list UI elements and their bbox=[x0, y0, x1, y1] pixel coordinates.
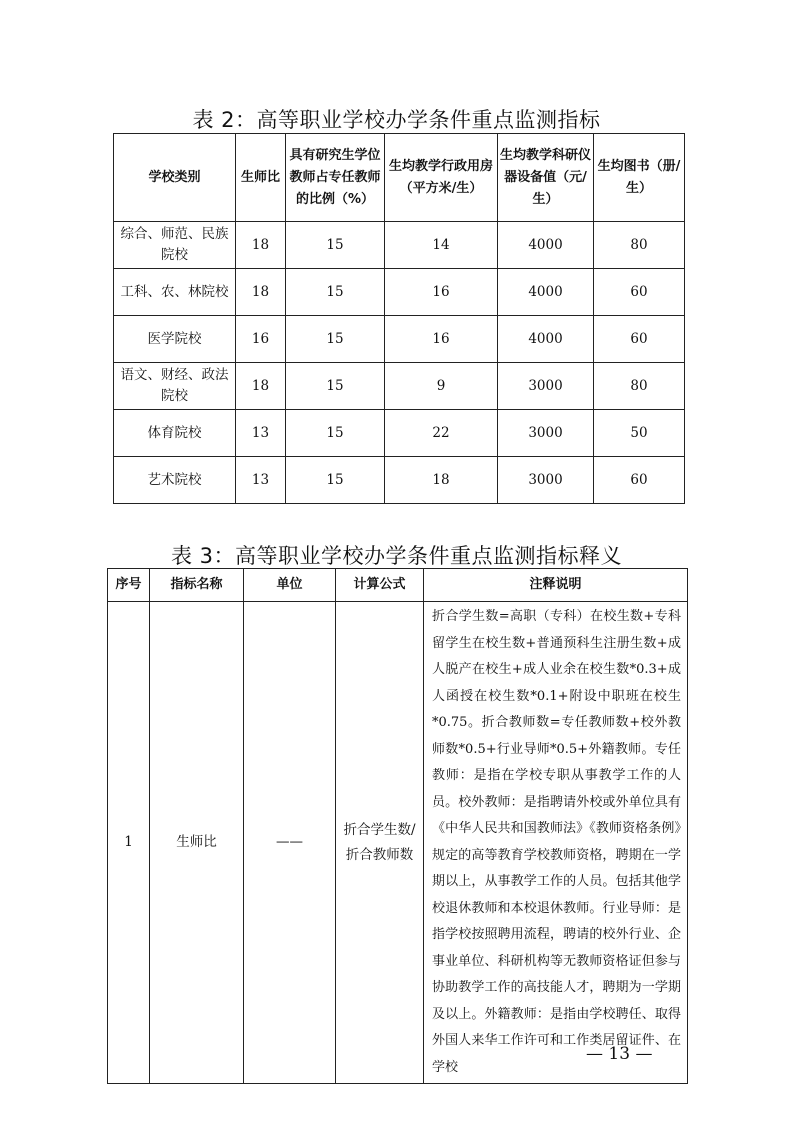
table-row bbox=[114, 457, 685, 504]
table-cell: 13 bbox=[236, 457, 286, 504]
table-cell: 工科、农、林院校 bbox=[114, 269, 236, 316]
table3-header-row bbox=[108, 569, 688, 602]
table-cell: 医学院校 bbox=[114, 316, 236, 363]
table-cell: 语文、财经、政法院校 bbox=[114, 363, 236, 410]
table-row bbox=[114, 269, 685, 316]
table-cell: 16 bbox=[385, 316, 498, 363]
table3-title: 表 3：高等职业学校办学条件重点监测指标释义 bbox=[170, 544, 623, 568]
table-cell: 15 bbox=[286, 316, 385, 363]
table-cell: 22 bbox=[385, 410, 498, 457]
table-cell: 3000 bbox=[498, 410, 594, 457]
table-cell: 16 bbox=[236, 316, 286, 363]
table-row bbox=[108, 602, 688, 1084]
table-cell: 4000 bbox=[498, 316, 594, 363]
table-cell: 80 bbox=[594, 363, 685, 410]
table-cell: 4000 bbox=[498, 269, 594, 316]
table2-header: 学校类别 bbox=[114, 134, 236, 222]
table3-header: 注释说明 bbox=[424, 569, 688, 602]
table-cell: 14 bbox=[385, 222, 498, 269]
table-cell: 4000 bbox=[498, 222, 594, 269]
table-cell: 15 bbox=[286, 222, 385, 269]
table-row bbox=[114, 410, 685, 457]
table3 bbox=[107, 568, 688, 1084]
table-cell: 15 bbox=[286, 410, 385, 457]
table-cell: 80 bbox=[594, 222, 685, 269]
table-cell: 18 bbox=[385, 457, 498, 504]
table2-header: 具有研究生学位教师占专任教师的比例（%） bbox=[286, 134, 385, 222]
table-cell: 13 bbox=[236, 410, 286, 457]
table-cell: 60 bbox=[594, 316, 685, 363]
row-number: 1 bbox=[108, 602, 150, 1084]
table2-header: 生均教学科研仪器设备值（元/生） bbox=[498, 134, 594, 222]
table-cell: 15 bbox=[286, 363, 385, 410]
indicator-formula: 折合学生数/折合教师数 bbox=[336, 602, 424, 1084]
table-cell: 艺术院校 bbox=[114, 457, 236, 504]
table2-header: 生师比 bbox=[236, 134, 286, 222]
page-number: — 13 — bbox=[586, 1044, 653, 1064]
table-cell: 60 bbox=[594, 457, 685, 504]
table2 bbox=[113, 133, 685, 504]
table-cell: 体育院校 bbox=[114, 410, 236, 457]
table-cell: 18 bbox=[236, 269, 286, 316]
table-cell: 3000 bbox=[498, 363, 594, 410]
table-cell: 18 bbox=[236, 363, 286, 410]
table-cell: 15 bbox=[286, 269, 385, 316]
table3-header: 序号 bbox=[108, 569, 150, 602]
table-cell: 18 bbox=[236, 222, 286, 269]
indicator-notes: 折合学生数=高职（专科）在校生数+专科留学生在校生数+普通预科生注册生数+成人脱产在校生+成人业余在校生数*0.3+成人函授在校生数*0.1+附设中职班在校生*0.75。折合教师数=专任教师数+校外教师数*0.5+行业导师*0.5+外籍教师。专任教师：是指在学校专职从事教学工作的人员。校外教师：是指聘请外校或外单位具有《中华人民共和国教师法》《教师资格条例》规定的高等教育学校教师资格，聘期在一学期以上，从事教学工作的人员。包括其他学校退休教师和本校退休教师。行业导师：是指学校按照聘用流程，聘请的校外行业、企事业单位、科研机构等无教师资格证但参与协助教学工作的高技能人才，聘期为一学期及以上。外籍教师：是指由学校聘任、取得外国人来华工作许可和工作类居留证件、在学校 bbox=[424, 602, 688, 1084]
table-cell: 15 bbox=[286, 457, 385, 504]
table-cell: 综合、师范、民族院校 bbox=[114, 222, 236, 269]
table2-title: 表 2：高等职业学校办学条件重点监测指标 bbox=[192, 108, 601, 132]
table-cell: 16 bbox=[385, 269, 498, 316]
table-cell: 60 bbox=[594, 269, 685, 316]
table3-header: 计算公式 bbox=[336, 569, 424, 602]
table2-header: 生均图书（册/生） bbox=[594, 134, 685, 222]
table3-header: 指标名称 bbox=[150, 569, 244, 602]
table3-header: 单位 bbox=[244, 569, 336, 602]
table2-header: 生均教学行政用房（平方米/生） bbox=[385, 134, 498, 222]
indicator-unit: —— bbox=[244, 602, 336, 1084]
table-row bbox=[114, 316, 685, 363]
table-row bbox=[114, 222, 685, 269]
table-cell: 3000 bbox=[498, 457, 594, 504]
table2-header-row bbox=[114, 134, 685, 222]
table-cell: 9 bbox=[385, 363, 498, 410]
table-row bbox=[114, 363, 685, 410]
table-cell: 50 bbox=[594, 410, 685, 457]
indicator-name: 生师比 bbox=[150, 602, 244, 1084]
